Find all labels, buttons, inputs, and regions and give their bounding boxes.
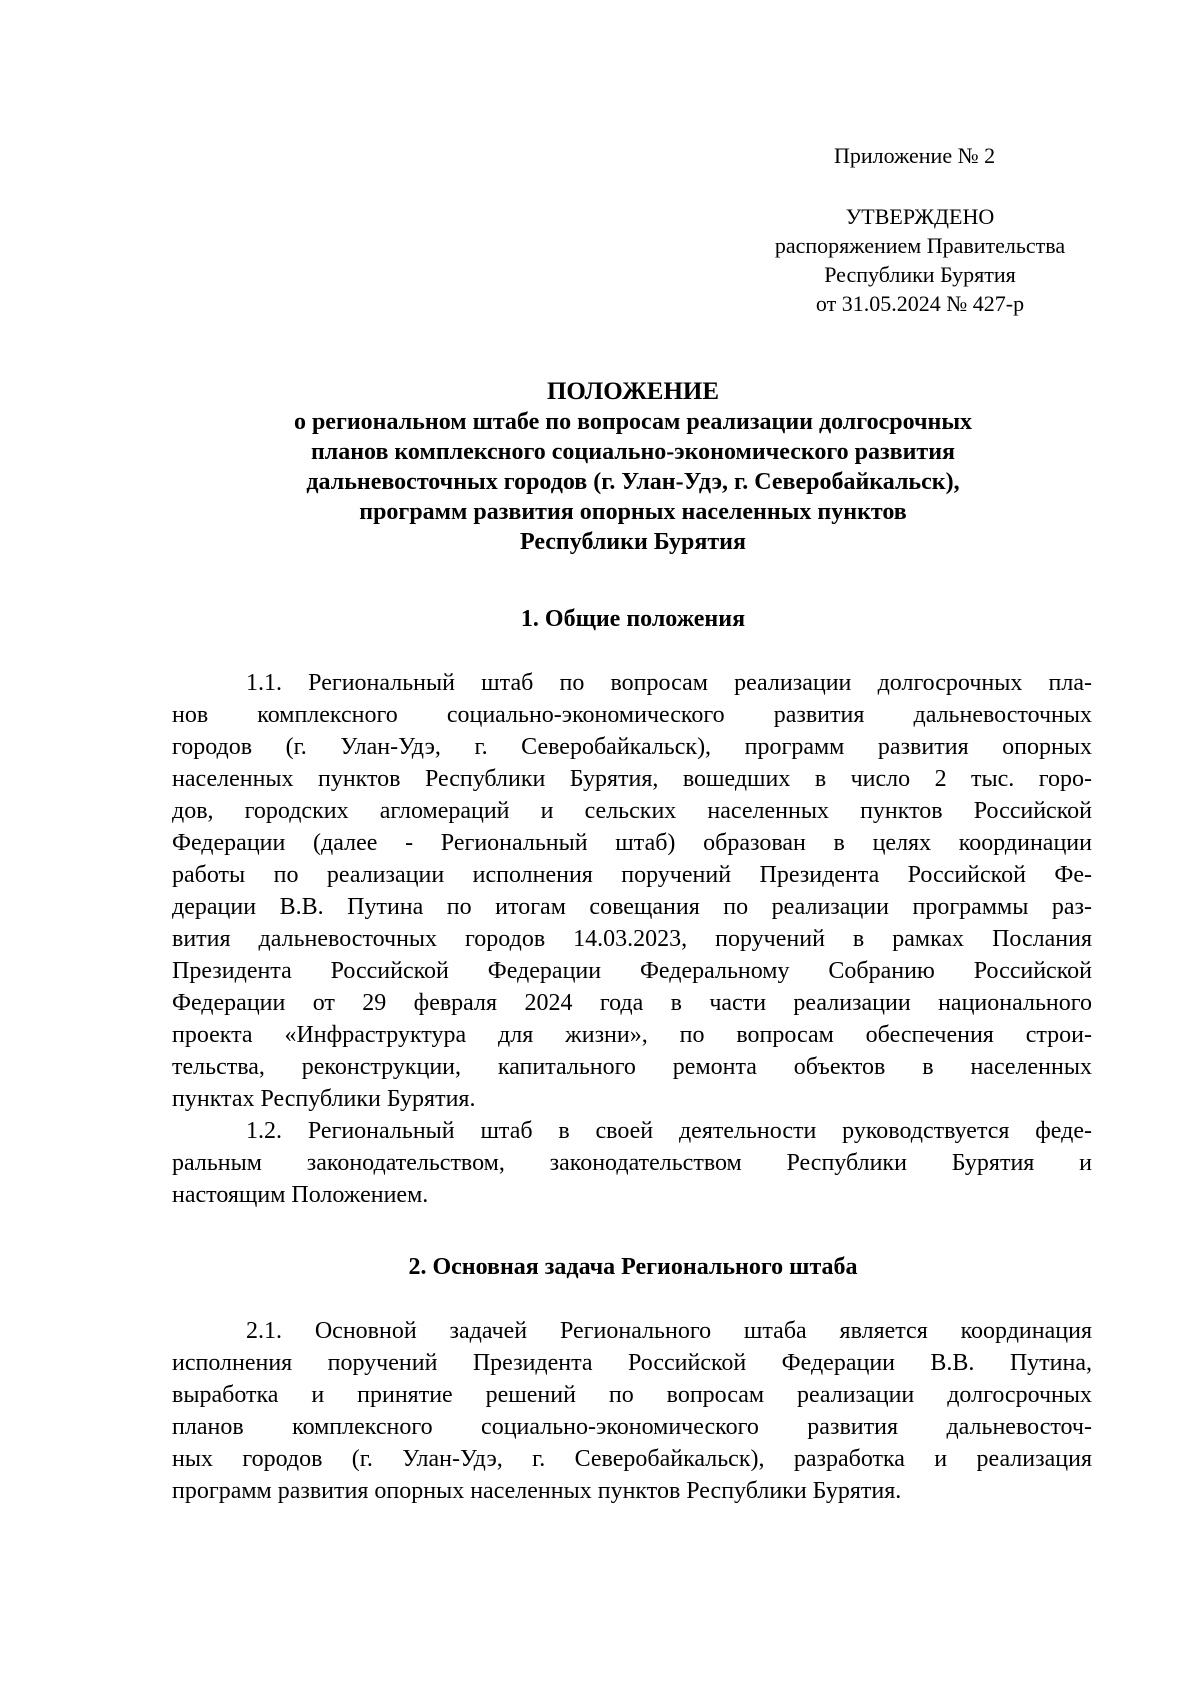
approval-issuer-line: Республики Бурятия: [824, 262, 1016, 287]
document-subtitle-line: Республики Бурятия: [519, 529, 746, 555]
paragraph-2-1: [172, 1315, 1092, 1507]
approval-stamp-block: [740, 202, 1100, 318]
paragraph-1-2: [172, 1115, 1092, 1211]
paragraph-line: Президента Российской Федерации Федеральному Собранию Российской: [172, 958, 1092, 984]
paragraph-line: тельства, реконструкции, капитального ремонта объектов в населенных: [172, 1054, 1092, 1080]
paragraph-line: Федерации от 29 февраля 2024 года в части реализации национального: [172, 990, 1092, 1016]
section-heading-main-task: 2. Основная задача Регионального штаба: [408, 1254, 858, 1280]
approval-label: УТВЕРЖДЕНО: [845, 204, 995, 229]
document-title-block: [150, 377, 1116, 557]
appendix-number: Приложение № 2: [834, 143, 996, 168]
paragraph-line: проекта «Инфраструктура для жизни», по вопросам обеспечения строи-: [172, 1022, 1092, 1048]
paragraph-line: программ развития опорных населенных пунктов Республики Бурятия.: [172, 1478, 902, 1504]
paragraph-line: выработка и принятие решений по вопросам реализации долгосрочных: [172, 1382, 1092, 1408]
paragraph-line: работы по реализации исполнения поручений Президента Российской Фе-: [172, 862, 1092, 888]
approval-date-number: от 31.05.2024 № 427-р: [815, 291, 1025, 316]
paragraph-line: 2.1. Основной задачей Регионального штаба является координация: [246, 1318, 1092, 1344]
paragraph-1-1: [172, 667, 1092, 1115]
paragraph-line: исполнения поручений Президента Российской Федерации В.В. Путина,: [172, 1350, 1092, 1376]
document-subtitle-line: программ развития опорных населенных пунктов: [359, 499, 907, 525]
paragraph-line: 1.2. Региональный штаб в своей деятельности руководствуется феде-: [246, 1118, 1092, 1144]
paragraph-line: пунктах Республики Бурятия.: [172, 1086, 476, 1112]
paragraph-line: Федерации (далее - Региональный штаб) образован в целях координации: [172, 830, 1092, 856]
paragraph-line: ных городов (г. Улан-Удэ, г. Северобайкальск), разработка и реализация: [172, 1446, 1092, 1472]
section-heading-general-provisions: 1. Общие положения: [520, 606, 746, 632]
paragraph-line: вития дальневосточных городов 14.03.2023, поручений в рамках Послания: [172, 926, 1092, 952]
paragraph-line: ральным законодательством, законодательством Республики Бурятия и: [172, 1150, 1092, 1176]
paragraph-line: городов (г. Улан-Удэ, г. Северобайкальск), программ развития опорных: [172, 734, 1092, 760]
document-subtitle-line: дальневосточных городов (г. Улан-Удэ, г. Северобайкальск),: [306, 469, 960, 495]
document-title: ПОЛОЖЕНИЕ: [546, 378, 720, 405]
document-subtitle-line: планов комплексного социально-экономического развития: [310, 439, 956, 465]
paragraph-line: дов, городских агломераций и сельских населенных пунктов Российской: [172, 798, 1092, 824]
paragraph-line: нов комплексного социально-экономического развития дальневосточных: [172, 702, 1092, 728]
paragraph-line: настоящим Положением.: [172, 1182, 429, 1208]
paragraph-line: 1.1. Региональный штаб по вопросам реализации долгосрочных пла-: [246, 670, 1092, 696]
paragraph-line: дерации В.В. Путина по итогам совещания по реализации программы раз-: [172, 894, 1092, 920]
paragraph-line: планов комплексного социально-экономического развития дальневосточ-: [172, 1414, 1092, 1440]
approval-issuer-line: распоряжением Правительства: [774, 233, 1066, 258]
paragraph-line: населенных пунктов Республики Бурятия, вошедших в число 2 тыс. горо-: [172, 766, 1092, 792]
document-subtitle-line: о региональном штабе по вопросам реализации долгосрочных: [293, 409, 973, 435]
